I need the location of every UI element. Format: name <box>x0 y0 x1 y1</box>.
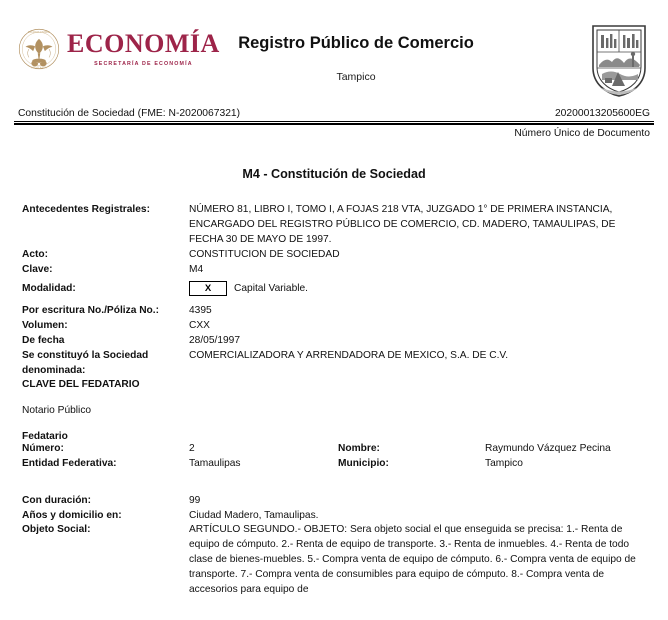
document-body <box>0 167 668 598</box>
document-id-band <box>0 108 668 139</box>
field-value: NÚMERO 81, LIBRO I, TOMO I, A FOJAS 218 VTA, JUZGADO 1° DE PRIMERA INSTANCIA, ENCARGADO DEL REGISTRO PÚBLICO DE COMERCIO, CD. MADERO, TAMAULIPAS, DE FECHA 30 DE MAYO DE 1997. <box>189 204 616 245</box>
field-label: De fecha <box>22 335 65 347</box>
field-acto <box>0 248 668 263</box>
field-volumen <box>0 319 668 334</box>
header-center-block <box>238 33 474 83</box>
economia-logo <box>18 28 220 70</box>
field-antecedentes-registrales <box>0 203 668 248</box>
unique-document-number: 20200013205600EG <box>554 108 650 119</box>
field-con-duracion <box>0 494 668 509</box>
spacer <box>0 416 668 431</box>
field-label: Municipio: <box>338 457 389 469</box>
field-value: Ciudad Madero, Tamaulipas. <box>189 509 319 521</box>
field-escritura-poliza <box>0 304 668 319</box>
office-city: Tampico <box>336 71 376 84</box>
field-label: Con duración: <box>22 494 92 506</box>
tamaulipas-coat-of-arms-icon <box>588 22 650 98</box>
economia-wordmark <box>67 28 220 67</box>
field-value <box>189 281 668 296</box>
notario-publico-value: Notario Público <box>22 404 92 416</box>
field-value: CXX <box>189 320 210 332</box>
field-value: M4 <box>189 263 204 275</box>
field-value: 28/05/1997 <box>189 335 240 347</box>
mexican-eagle-seal-icon <box>18 28 60 70</box>
fedatario-section-heading: Fedatario <box>22 430 68 442</box>
field-value: Tampico <box>485 457 523 469</box>
field-label: Entidad Federativa: <box>22 457 117 469</box>
field-value: 4395 <box>189 305 212 317</box>
field-value: ARTÍCULO SEGUNDO.- OBJETO: Sera objeto social el que enseguida se precisa: 1.- Renta de equipo de cómputo. 2.- Renta de equipo de transporte. 3.- Renta de inmuebles. 4.- Renta de todo clase de bienes-muebles. 5.- Compra venta de equipo de cómputo. 6.- Compra venta de equipo de transporte. 7.- Compra venta de consumibles para equipo de cómputo. 8.- Compra venta de accesorios para equipo de <box>189 524 636 596</box>
header-rule-thin <box>14 121 654 122</box>
spacer <box>0 296 668 304</box>
field-value: COMERCIALIZADORA Y ARRENDADORA DE MEXICO, S.A. DE C.V. <box>189 350 509 362</box>
page-title: Registro Público de Comercio <box>238 34 474 52</box>
spacer <box>0 390 668 405</box>
capital-variable-checkbox[interactable]: X <box>189 281 227 296</box>
fedatario-row-numero-nombre <box>0 442 668 457</box>
brand-subtitle: SECRETARÍA DE ECONOMÍA <box>94 60 193 67</box>
capital-variable-label: Capital Variable. <box>234 282 308 294</box>
clave-del-fedatario-heading: CLAVE DEL FEDATARIO <box>22 378 140 390</box>
document-header <box>0 0 668 107</box>
field-modalidad <box>0 281 668 296</box>
spacer <box>0 472 668 494</box>
field-label: Antecedentes Registrales: <box>22 204 150 215</box>
field-anos-domicilio <box>0 509 668 524</box>
brand-name: ECONOMÍA <box>67 28 220 58</box>
field-label: Objeto Social: <box>22 524 91 536</box>
fedatario-row-entidad-municipio <box>0 457 668 472</box>
svg-text:ESTADOS UNIDOS: ESTADOS UNIDOS <box>28 31 50 35</box>
form-heading: M4 - Constitución de Sociedad <box>242 167 426 181</box>
field-label: Volumen: <box>22 320 68 332</box>
field-de-fecha <box>0 334 668 349</box>
field-label: Clave: <box>22 263 53 275</box>
field-label: Número: <box>22 442 64 454</box>
field-list <box>0 203 668 598</box>
svg-text:MEXICANOS: MEXICANOS <box>31 66 47 70</box>
field-value: 99 <box>189 494 201 506</box>
field-value: Raymundo Vázquez Pecina <box>485 442 611 454</box>
unique-document-number-caption: Número Único de Documento <box>514 128 650 139</box>
fme-reference: Constitución de Sociedad (FME: N-2020067321) <box>18 108 241 119</box>
field-label: Por escritura No./Póliza No.: <box>22 305 159 317</box>
field-label: Modalidad: <box>22 282 76 294</box>
field-value: 2 <box>189 442 195 454</box>
field-label: Acto: <box>22 248 49 260</box>
field-label: Años y domicilio en: <box>22 509 122 521</box>
field-sociedad-denominada <box>0 349 668 379</box>
field-label: Nombre: <box>338 442 380 454</box>
field-clave <box>0 263 668 278</box>
field-value: CONSTITUCION DE SOCIEDAD <box>189 248 340 260</box>
field-objeto-social <box>0 523 668 598</box>
field-value: Tamaulipas <box>189 457 241 469</box>
field-label: Se constituyó la Sociedad denominada: <box>22 350 149 377</box>
